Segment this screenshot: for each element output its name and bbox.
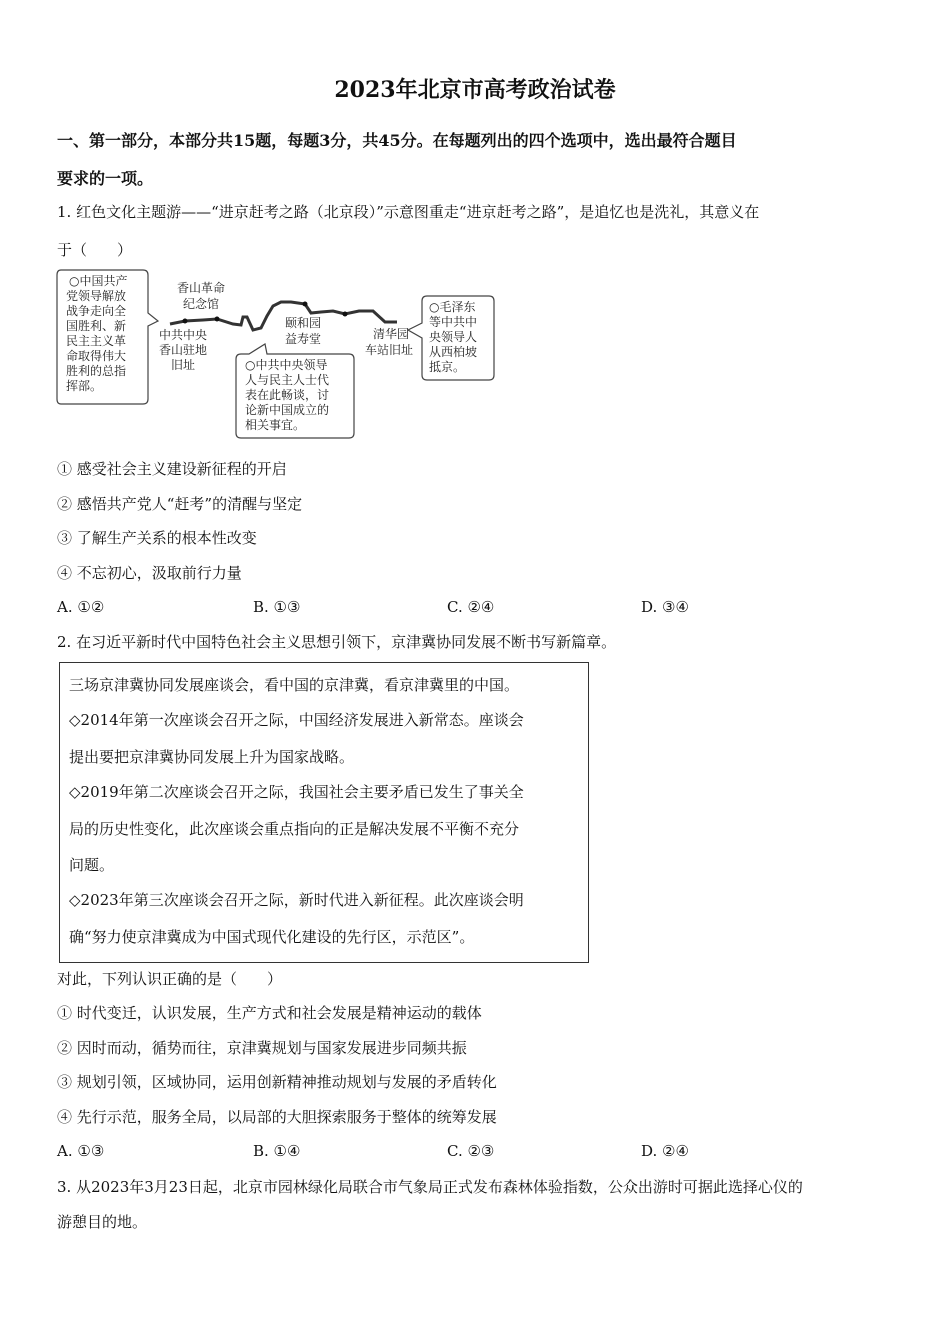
q1-option-d[interactable]: D. ③④ bbox=[641, 598, 689, 616]
material-line: 问题。 bbox=[69, 856, 115, 874]
station-label-xiangshan-site: 中共中央 香山驻地 旧址 bbox=[159, 328, 208, 372]
q1-option-a[interactable]: A. ①② bbox=[57, 598, 105, 616]
section-heading: 一、第一部分，本部分共15题，每题3分，共45分。在每题列出的四个选项中，选出最符合题目 要求的一项。 bbox=[57, 131, 737, 188]
q1-statement-2: ② 感悟共产党人“赶考”的清醒与坚定 bbox=[57, 495, 303, 513]
svg-text:○中共中央领导 人与民主人士代 表在: ○中共中央领导 人与民主人士代 表在此畅谈，讨 论新中国成立的 相关事宜。 bbox=[245, 358, 330, 432]
q1-option-c[interactable]: C. ②④ bbox=[447, 598, 495, 616]
q3-stem-line2: 游憩目的地。 bbox=[57, 1213, 148, 1231]
q2-option-a[interactable]: A. ①③ bbox=[57, 1142, 105, 1160]
q2-material-box bbox=[59, 662, 589, 963]
q2-option-d[interactable]: D. ②④ bbox=[641, 1142, 689, 1160]
q1-statement-4: ④ 不忘初心，汲取前行力量 bbox=[57, 564, 242, 582]
station-label-xiangshan-museum: 香山革命 纪念馆 bbox=[177, 281, 226, 311]
station-label-yiheyuan: 颐和园 益寿堂 bbox=[285, 316, 322, 346]
callout-left bbox=[57, 270, 158, 404]
callout-middle bbox=[236, 344, 354, 438]
station-label-qinghua: 清华园 车站旧址 bbox=[365, 327, 414, 357]
q3-stem-line1: 3. 从2023年3月23日起，北京市园林绿化局联合市气象局正式发布森林体验指数，公众出游时可据此选择心仪的 bbox=[57, 1178, 803, 1196]
q2-statement-2: ② 因时而动，循势而往，京津冀规划与国家发展进步同频共振 bbox=[57, 1039, 467, 1057]
svg-text:○毛泽东 等中共中 央领导人: ○毛泽东 等中共中 央领导人 从西柏坡 抵京。 bbox=[429, 300, 478, 374]
q2-option-b[interactable]: B. ①④ bbox=[253, 1142, 301, 1160]
station-dot-yiheyuan bbox=[303, 302, 308, 307]
material-line: 局的历史性变化，此次座谈会重点指向的正是解决发展不平衡不充分 bbox=[69, 820, 520, 838]
q1-stem-line1: 1. 红色文化主题游——“进京赶考之路（北京段）”示意图重走“进京赶考之路”，是追忆也是洗礼，其意义在 bbox=[57, 203, 760, 221]
q1-option-b[interactable]: B. ①③ bbox=[253, 598, 301, 616]
station-dot-xiangshan-museum bbox=[183, 319, 188, 324]
q2-statement-1: ① 时代变迁，认识发展，生产方式和社会发展是精神运动的载体 bbox=[57, 1004, 482, 1022]
page-title: 2023年北京市高考政治试卷 bbox=[334, 77, 616, 103]
material-line: 三场京津冀协同发展座谈会，看中国的京津冀，看京津冀里的中国。 bbox=[69, 676, 520, 694]
material-line: 确“努力使京津冀成为中国式现代化建设的先行区，示范区”。 bbox=[69, 928, 475, 946]
q1-stem-line2: 于（ ） bbox=[57, 241, 133, 259]
route-map bbox=[55, 268, 505, 443]
q2-statement-4: ④ 先行示范，服务全局，以局部的大胆探索服务于整体的统筹发展 bbox=[57, 1108, 497, 1126]
q2-statement-3: ③ 规划引领，区域协同，运用创新精神推动规划与发展的矛盾转化 bbox=[57, 1073, 497, 1091]
material-line: ◇2014年第一次座谈会召开之际，中国经济发展进入新常态。座谈会 bbox=[69, 711, 524, 729]
q1-statement-3: ③ 了解生产关系的根本性改变 bbox=[57, 529, 257, 547]
svg-text:○中国共产 党领导解放 战争走向全: ○中国共产 党领导解放 战争走向全 国胜利、新 民主主义革 命取得伟大 胜利的总指 挥部。 bbox=[66, 274, 128, 393]
q2-question: 对此，下列认识正确的是（ ） bbox=[57, 970, 283, 988]
q2-stem: 2. 在习近平新时代中国特色社会主义思想引领下，京津冀协同发展不断书写新篇章。 bbox=[57, 633, 617, 651]
station-dot-xiangshan-site bbox=[215, 317, 220, 322]
callout-right bbox=[408, 296, 494, 380]
material-line: ◇2023年第三次座谈会召开之际，新时代进入新征程。此次座谈会明 bbox=[69, 891, 524, 909]
station-dot-qinghua bbox=[343, 312, 348, 317]
q1-statement-1: ① 感受社会主义建设新征程的开启 bbox=[57, 460, 287, 478]
q2-option-c[interactable]: C. ②③ bbox=[447, 1142, 495, 1160]
material-line: ◇2019年第二次座谈会召开之际，我国社会主要矛盾已发生了事关全 bbox=[69, 783, 524, 801]
material-line: 提出要把京津冀协同发展上升为国家战略。 bbox=[69, 748, 355, 766]
